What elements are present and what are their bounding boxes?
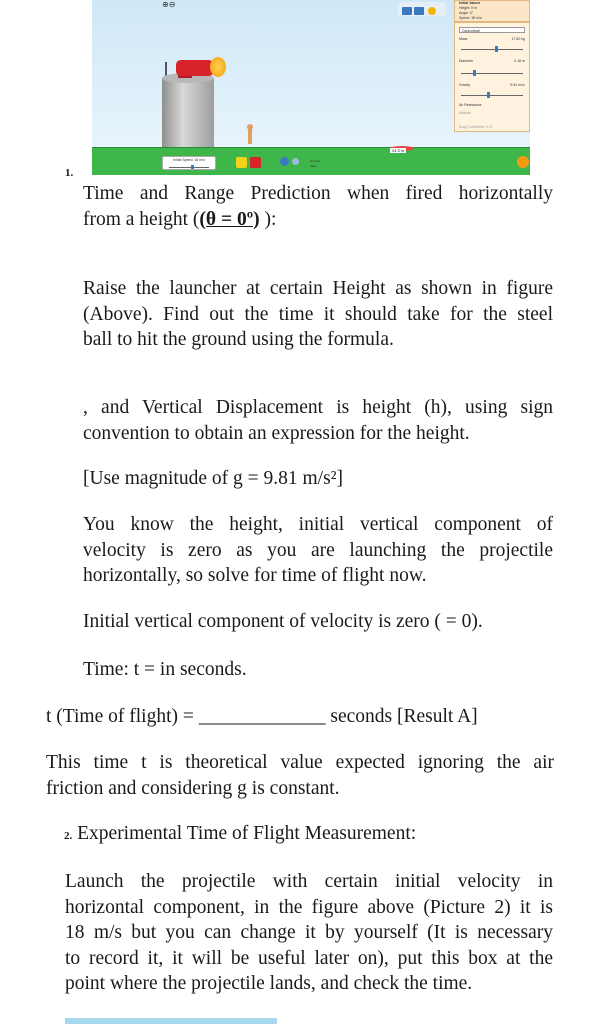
gravity-slider-knob[interactable]: [487, 92, 490, 98]
gravity-slider[interactable]: [461, 95, 523, 96]
tape-measure-icon[interactable]: [402, 7, 412, 15]
paragraph-theoretical-value: [46, 750, 554, 801]
diameter-slider[interactable]: [461, 73, 523, 74]
section-2-heading: [64, 821, 416, 850]
zoom-controls[interactable]: ⊕⊖: [162, 0, 176, 9]
initial-speed-slider[interactable]: [169, 167, 209, 168]
paragraph-line: 18 m/s but you can change it by yourself (It is necessary: [65, 922, 553, 943]
paragraph-line: to record it, it will be useful later on), put this box at the: [65, 947, 553, 969]
paragraph-experimental-launch: [65, 869, 553, 997]
person-figure: [248, 128, 252, 144]
air-resistance-checkbox[interactable]: Air Resistance: [459, 103, 482, 107]
paragraph-line: This time t is theoretical value expected ignoring the air: [46, 752, 554, 773]
mass-slider[interactable]: [461, 49, 523, 50]
paragraph-line: point where the projectile lands, and check the time.: [65, 973, 473, 994]
initial-height: Height: 9 m: [459, 6, 477, 10]
paragraph-line: Raise the launcher at certain Height as shown in figure: [83, 278, 553, 299]
paragraph-line: (Above). Find out the time it should take for the steel: [83, 303, 553, 325]
diameter-slider-knob[interactable]: [473, 70, 476, 76]
section-2-number: 2.: [64, 830, 73, 842]
gravity-note: [Use magnitude of g = 9.81 m/s²]: [83, 468, 344, 489]
paragraph-line: You know the height, initial vertical component of: [83, 514, 553, 535]
eraser-button[interactable]: [236, 157, 247, 168]
drag-coefficient: Drag Coefficient: 0.47: [459, 125, 493, 129]
paragraph-raise-launcher: [83, 276, 553, 353]
paragraph-solve-time: [83, 512, 553, 589]
paragraph-line: horizontal component, in the figure above (Picture 2) it is: [65, 896, 553, 918]
initial-velocity-note: Initial vertical component of velocity is zero ( = 0).: [83, 611, 483, 632]
paragraph-line: , and Vertical Displacement is height (h), using sign: [83, 397, 553, 418]
diameter-label: Diameter: [459, 59, 474, 63]
cannon-flame-icon: [210, 57, 226, 77]
initial-values-panel: [454, 0, 530, 22]
radio-slow[interactable]: Slow: [310, 164, 317, 168]
paragraph-line: horizontally, so solve for time of flight now.: [83, 565, 427, 586]
paragraph-line: ball to hit the ground using the formula.: [83, 329, 394, 350]
initial-speed-control[interactable]: [162, 156, 216, 170]
radio-normal[interactable]: Normal: [310, 159, 320, 163]
time-label: Time: t = in seconds.: [83, 659, 247, 680]
toolbox[interactable]: [398, 2, 446, 16]
initial-speed-knob[interactable]: [191, 165, 194, 169]
section-2-title: Experimental Time of Flight Measurement:: [77, 823, 417, 844]
gravity-value: 9.81 m/s²: [510, 83, 525, 87]
initial-speed: Speed: 18 m/s: [459, 16, 482, 20]
diameter-value: 0.18 m: [514, 59, 525, 63]
paragraph-vertical-displacement: [83, 395, 553, 446]
paragraph-line: friction and considering g is constant.: [46, 777, 340, 799]
target-readout: 24.3 m: [392, 148, 405, 153]
projectile-settings-panel: [454, 22, 530, 132]
next-figure-top-edge: [65, 1018, 277, 1024]
mass-label: Mass: [459, 37, 468, 41]
stopwatch-icon[interactable]: [414, 7, 424, 15]
launch-angle: (θ = 0º): [199, 208, 260, 230]
control-bar: [92, 152, 530, 175]
mass-slider-knob[interactable]: [495, 46, 498, 52]
mass-value: 17.60 kg: [511, 37, 525, 41]
section-1-number: 1.: [65, 167, 74, 179]
initial-values-title: Initial Values: [459, 1, 481, 5]
play-pause-button[interactable]: [280, 157, 289, 166]
heading-line-2-prefix: from a height (: [83, 208, 200, 230]
result-a-line: t (Time of flight) = _____________ seconds [Result A]: [46, 706, 478, 727]
initial-speed-label: Initial Speed: 18 m/s: [173, 158, 205, 162]
gravity-label: Gravity: [459, 83, 471, 87]
initial-angle: Angle: 0°: [459, 11, 474, 15]
paragraph-line: convention to obtain an expression for the height.: [83, 422, 470, 444]
paragraph-line: velocity is zero as you are launching the projectile: [83, 539, 553, 561]
paragraph-line: Launch the projectile with certain initial velocity in: [65, 871, 553, 892]
projectile-select[interactable]: Cannonball: [459, 27, 525, 33]
heading-line-2-suffix: ):: [259, 208, 277, 230]
readout-tool-icon[interactable]: [428, 7, 436, 15]
fire-button[interactable]: [250, 157, 261, 168]
section-1-heading: [83, 181, 553, 232]
projectile-simulation-figure: [92, 0, 530, 175]
reset-icon[interactable]: [517, 156, 529, 168]
heading-line-2: [83, 207, 553, 233]
launcher-tower: [162, 78, 214, 150]
heading-line-1: Time and Range Prediction when fired horizontally: [83, 183, 553, 204]
step-button[interactable]: [292, 158, 299, 165]
altitude-label: Altitude: [459, 111, 471, 115]
